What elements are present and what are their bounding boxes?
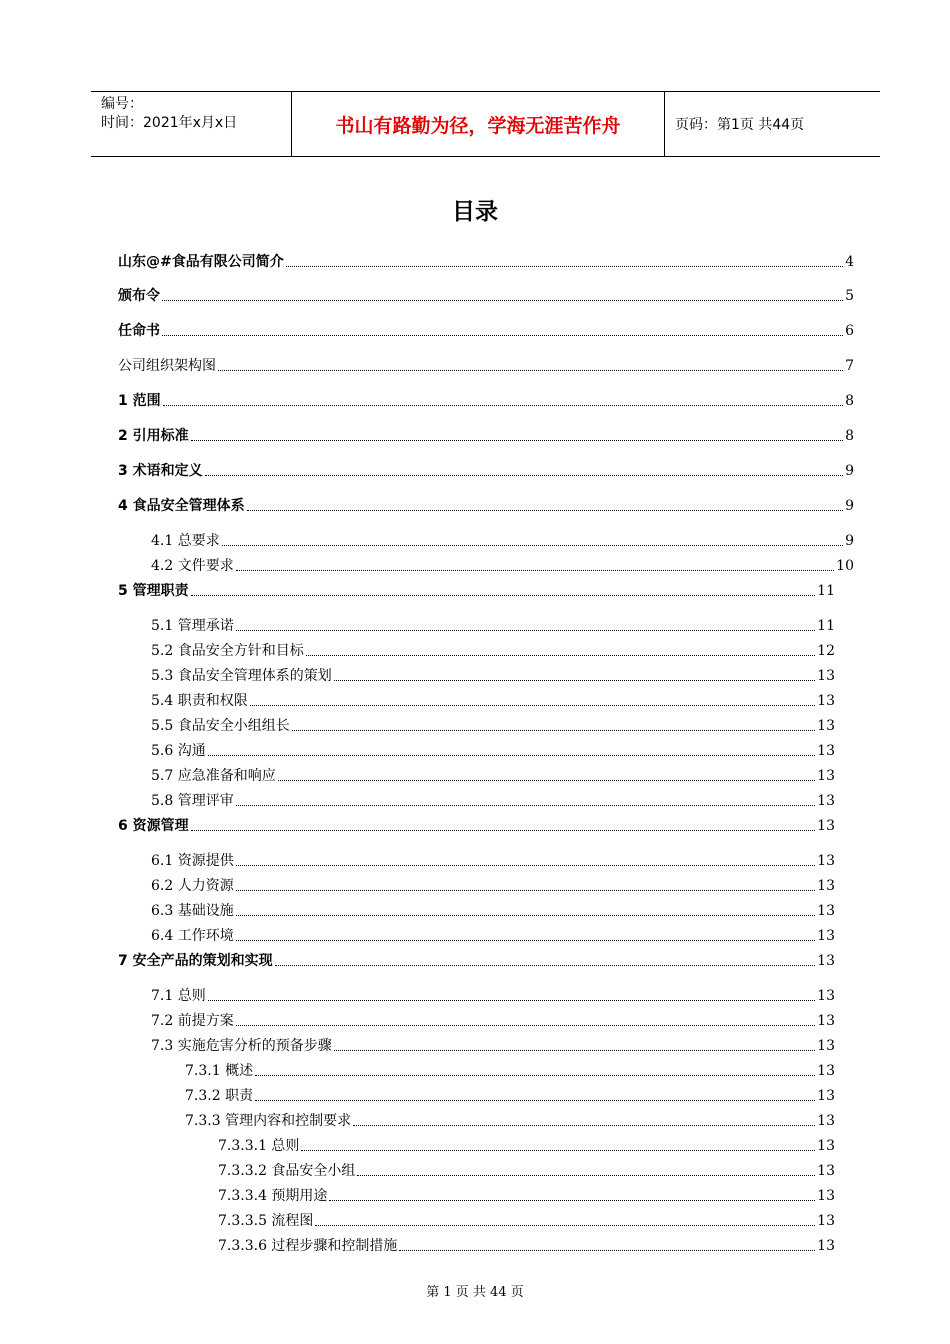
toc-entry-text: 7.3.2 职责 [185,1088,254,1104]
toc-entry[interactable] [118,582,835,600]
toc-entry[interactable] [118,287,854,305]
toc-entry[interactable] [151,1037,835,1055]
toc-entry-page: 13 [817,718,835,734]
toc-entry-page: 13 [817,743,835,759]
toc-entry[interactable] [151,692,835,710]
toc-entry-text: 5.1 管理承诺 [151,618,234,634]
toc-entry[interactable] [151,667,835,685]
toc-entry[interactable] [118,322,854,340]
toc-entry-text: 山东@#食品有限公司简介 [118,254,284,270]
toc-entry-page: 11 [817,618,835,634]
toc-entry-text: 4.1 总要求 [151,533,220,549]
page-footer: 第 1 页 共 44 页 [426,1285,524,1300]
toc-entry[interactable] [151,767,835,785]
toc-leader [286,266,843,267]
toc-leader [306,655,815,656]
toc-entry-page: 13 [817,1038,835,1054]
toc-entry-text: 3 术语和定义 [118,463,203,479]
toc-entry-page: 7 [845,358,854,374]
toc-entry-text: 6.3 基础设施 [151,903,234,919]
toc-entry[interactable] [151,557,854,575]
toc-entry-page: 6 [845,323,854,339]
toc-entry-text: 6.4 工作环境 [151,928,234,944]
toc-entry[interactable] [151,617,835,635]
toc-leader [236,1025,815,1026]
toc-entry[interactable] [118,817,835,835]
toc-entry[interactable] [218,1162,835,1180]
toc-leader [236,570,834,571]
toc-entry[interactable] [118,392,854,410]
toc-entry[interactable] [218,1187,835,1205]
toc-entry-page: 13 [817,668,835,684]
toc-entry-page: 4 [845,254,854,270]
toc-leader [236,890,815,891]
toc-entry[interactable] [185,1062,835,1080]
toc-entry-page: 13 [817,953,835,969]
toc-leader [329,1200,815,1201]
page-title: 目录 [452,199,498,225]
toc-leader [247,510,843,511]
number-label: 编号： [101,96,143,112]
toc-entry-page: 11 [817,583,835,599]
toc-entry-text: 5 管理职责 [118,583,189,599]
toc-entry-page: 8 [845,428,854,444]
toc-leader [275,965,816,966]
toc-entry[interactable] [151,532,854,550]
toc-leader [222,545,843,546]
toc-entry-page: 5 [845,288,854,304]
toc-leader [255,1100,815,1101]
toc-entry-page: 13 [817,1213,835,1229]
toc-entry-text: 5.7 应急准备和响应 [151,768,276,784]
toc-leader [292,730,815,731]
toc-entry-page: 13 [817,903,835,919]
toc-entry-text: 7.2 前提方案 [151,1013,234,1029]
toc-leader [208,755,815,756]
toc-leader [250,705,815,706]
toc-entry-page: 13 [817,928,835,944]
toc-entry-page: 13 [817,1138,835,1154]
page-label: 页码：第1页 共44页 [675,117,805,133]
toc-entry-text: 1 范围 [118,393,161,409]
toc-entry-text: 颁布令 [118,288,160,304]
toc-leader [278,780,815,781]
toc-entry-text: 4 食品安全管理体系 [118,498,245,514]
toc-entry-text: 7.3.3.4 预期用途 [218,1188,328,1204]
toc-entry[interactable] [151,1012,835,1030]
toc-entry-page: 13 [817,1063,835,1079]
toc-entry-text: 5.3 食品安全管理体系的策划 [151,668,332,684]
toc-entry[interactable] [151,987,835,1005]
toc-entry[interactable] [118,462,854,480]
toc-leader [162,335,843,336]
toc-entry[interactable] [151,792,835,810]
toc-leader [218,370,843,371]
toc-leader [208,1000,815,1001]
toc-entry-page: 13 [817,1088,835,1104]
toc-leader [163,405,843,406]
toc-entry[interactable] [151,877,835,895]
toc-leader [255,1075,815,1076]
toc-leader [236,630,815,631]
toc-leader [236,940,815,941]
toc-entry-page: 13 [817,878,835,894]
toc-entry[interactable] [218,1212,835,1230]
toc-entry-text: 4.2 文件要求 [151,558,234,574]
toc-leader [191,595,816,596]
toc-leader [162,300,843,301]
toc-entry-text: 7.3.3.1 总则 [218,1138,300,1154]
toc-entry-page: 9 [845,533,854,549]
header-table [91,91,880,157]
toc-entry-text: 7.3.3.5 流程图 [218,1213,314,1229]
header-left-cell [91,92,292,156]
toc-entry[interactable] [118,952,835,970]
toc-leader [191,440,843,441]
toc-entry-text: 5.6 沟通 [151,743,206,759]
toc-entry-text: 7.1 总则 [151,988,206,1004]
toc-leader [357,1175,815,1176]
toc-entry-page: 13 [817,818,835,834]
toc-leader [236,865,815,866]
toc-entry[interactable] [151,852,835,870]
toc-entry-page: 13 [817,853,835,869]
toc-entry-page: 13 [817,693,835,709]
toc-leader [191,830,816,831]
toc-entry-text: 7 安全产品的策划和实现 [118,953,273,969]
toc-entry-text: 5.4 职责和权限 [151,693,248,709]
toc-entry-text: 5.8 管理评审 [151,793,234,809]
toc-entry-text: 5.2 食品安全方针和目标 [151,643,304,659]
toc-entry-text: 7.3.1 概述 [185,1063,254,1079]
toc-entry-text: 6.1 资源提供 [151,853,234,869]
toc-entry-text: 公司组织架构图 [118,358,216,374]
time-label: 时间：2021年x月x日 [101,115,238,131]
toc-entry-page: 10 [836,558,854,574]
toc-entry-text: 7.3.3 管理内容和控制要求 [185,1113,352,1129]
toc-entry[interactable] [185,1087,835,1105]
toc-entry[interactable] [118,427,854,445]
toc-entry-page: 13 [817,1113,835,1129]
toc-entry-page: 13 [817,1013,835,1029]
toc-entry-text: 5.5 食品安全小组组长 [151,718,290,734]
toc-entry[interactable] [151,902,835,920]
toc-entry-page: 13 [817,988,835,1004]
toc-entry-text: 2 引用标准 [118,428,189,444]
toc-leader [334,680,815,681]
toc-entry[interactable] [151,927,835,945]
toc-entry-page: 13 [817,1238,835,1254]
toc-entry[interactable] [218,1137,835,1155]
toc-entry[interactable] [118,497,854,515]
toc-entry-page: 9 [845,498,854,514]
toc-entry[interactable] [218,1237,835,1255]
toc-entry[interactable] [185,1112,835,1130]
toc-entry-page: 13 [817,793,835,809]
toc-leader [236,805,815,806]
toc-entry-page: 8 [845,393,854,409]
toc-entry-text: 6.2 人力资源 [151,878,234,894]
toc-entry-text: 7.3.3.6 过程步骤和控制措施 [218,1238,398,1254]
toc-leader [205,475,843,476]
toc-leader [301,1150,815,1151]
toc-entry-page: 13 [817,1163,835,1179]
toc-entry-text: 6 资源管理 [118,818,189,834]
toc-entry[interactable] [151,742,835,760]
toc-entry-page: 13 [817,1188,835,1204]
toc-entry[interactable] [151,642,835,660]
toc-entry[interactable] [151,717,835,735]
toc-leader [353,1125,815,1126]
toc-entry-page: 13 [817,768,835,784]
toc-entry[interactable] [118,253,854,271]
toc-leader [315,1225,815,1226]
toc-entry[interactable] [118,357,854,375]
toc-entry-text: 7.3.3.2 食品安全小组 [218,1163,356,1179]
toc-entry-text: 7.3 实施危害分析的预备步骤 [151,1038,332,1054]
toc-entry-page: 9 [845,463,854,479]
motto: 书山有路勤为径，学海无涯苦作舟 [292,92,665,156]
toc-leader [399,1250,815,1251]
toc-leader [334,1050,815,1051]
toc-entry-page: 12 [817,643,835,659]
toc-leader [236,915,815,916]
toc-entry-text: 任命书 [118,323,160,339]
